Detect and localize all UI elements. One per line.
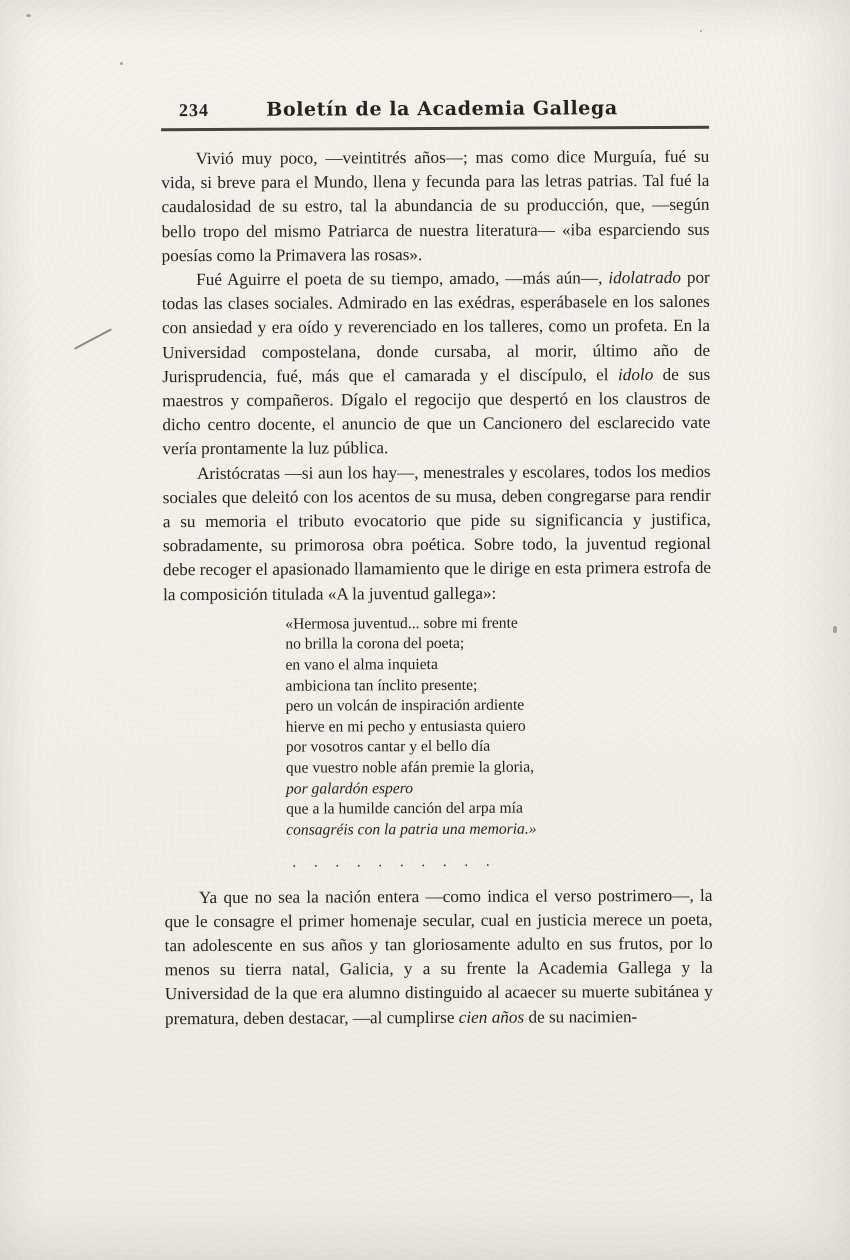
text-segment: de sus maestros y compañeros. Dígalo el regocijo que despertó en los claustros de dicho centro docente, el anuncio de que un Cancionero del esclarecido vate vería prontamente la luz pública. <box>162 364 711 459</box>
verse-line: que vuestro noble afán premie la gloria, <box>285 758 535 777</box>
page-number: 234 <box>178 99 210 121</box>
ink-speck <box>120 62 123 65</box>
verse-line: en vano el alma inquieta <box>285 656 438 674</box>
journal-title: Boletín de la Academia Gallega <box>266 97 618 121</box>
italic-text: idolo <box>617 364 654 385</box>
italic-text: cien años <box>458 1007 525 1027</box>
body-text <box>161 145 713 1031</box>
paragraph <box>163 459 712 607</box>
verse-block <box>285 613 712 841</box>
verse-line: ambiciona tan ínclito presente; <box>285 676 478 695</box>
text-segment: Ya que no sea la nación entera —como indica el verso postrimero—, la que le consagre el primer homenaje secular, cual en justicia merece un poeta, tan adolescente en sus años y tan gloriosamente adulto en sus frutos, por lo menos su tierra natal, Galicia, y a su frente la Academia Gallega y la Universidad de la que era alumno distinguido al acaecer su muerte subitánea y prematura, deben destacar, —al cumplirse <box>164 885 713 1028</box>
pencil-slash-mark <box>74 328 112 349</box>
paragraph <box>162 266 711 462</box>
page-header <box>161 97 709 131</box>
text-segment: de su nacimien- <box>524 1006 638 1027</box>
verse-line: pero un volcán de inspiración ardiente <box>285 696 525 715</box>
italic-text: idolatrado <box>608 267 681 288</box>
verse-line: por galardón espero <box>285 779 414 798</box>
ink-speck <box>26 14 31 17</box>
text-segment: por todas las clases sociales. Admirado en las exédras, esperábasele en los salones con ansiedad y era oído y reverenciado en los talleres, como un profeta. En la Universidad compostelana, donde cursaba, al morir, último año de Jurisprudencia, fué, más que el camarada y el discípulo, el <box>161 267 711 387</box>
ellipsis-row: . . . . . . . . . . <box>292 854 492 872</box>
paragraphs-top <box>161 145 711 607</box>
text-segment: Aristócratas —si aun los hay—, menestrales y escolares, todos los medios sociales que deleitó con los acentos de su musa, deben congregarse para rendir a su memoria el tributo evocatorio que pide su significancia y justifica, sobradamente, su primorosa obra poética. Sobre todo, la juventud regional debe recoger el apasionado llamamiento que le dirige en esta primera estrofa de la composición titulada «A la juventud gallega»: <box>162 461 712 604</box>
page-content <box>161 97 713 1031</box>
verse-line: hierve en mi pecho y entusiasta quiero <box>285 717 526 736</box>
verse-line: «Hermosa juventud... sobre mi frente <box>285 614 518 633</box>
verse-line: consagréis con la patria una memoria.» <box>286 820 537 839</box>
ink-speck <box>700 30 702 32</box>
text-segment: Fué Aguirre el poeta de su tiempo, amado, —más aún—, <box>196 268 609 290</box>
verse-line: no brilla la corona del poeta; <box>285 635 465 654</box>
verse-line: por vosotros cantar y el bello día <box>285 738 491 757</box>
paragraph <box>164 883 713 1031</box>
paragraph <box>161 145 710 268</box>
verse-line: que a la humilde canción del arpa mía <box>286 799 523 818</box>
paragraphs-bottom <box>164 883 713 1031</box>
ink-speck <box>833 626 837 633</box>
text-segment: Vivió muy poco, —veintitrés años—; mas como dice Murguía, fué su vida, si breve para el Mundo, llena y fecunda para las letras patrias. Tal fué la caudalosidad de su estro, tal la abundancia de su producción, que, —según bello tropo del mismo Patriarca de nuestra literatura— «iba esparciendo sus poesías como la Primavera las rosas». <box>161 146 710 266</box>
